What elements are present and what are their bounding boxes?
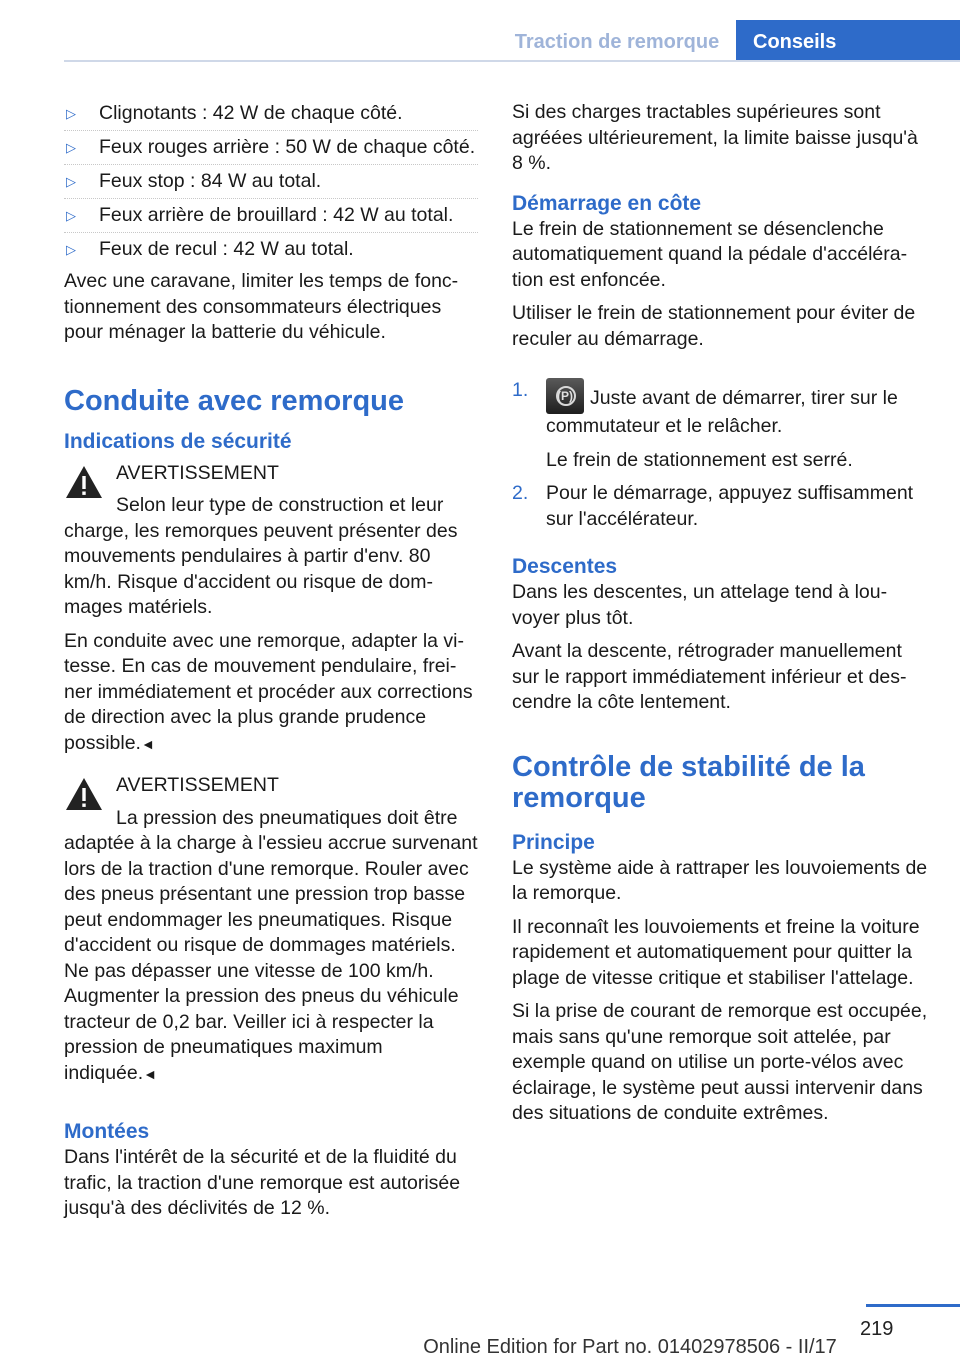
step-text: Pour le démarrage, appuyez suffisamment sur l'accélérateur. bbox=[546, 482, 914, 530]
section-title-stability: Contrôle de stabilité de la remorque bbox=[512, 750, 865, 814]
triangle-bullet-icon: ▷ bbox=[66, 208, 76, 223]
step-list bbox=[512, 372, 928, 532]
list-item bbox=[64, 232, 478, 266]
step-number: 2. bbox=[512, 482, 529, 504]
parking-brake-icon-label: (P) bbox=[557, 389, 573, 403]
right-column bbox=[512, 100, 928, 1135]
warning-text-body: Selon leur type de construction et leur charge, les remorques peuvent présenter des mouvements pendulaires à partir d'env. 80 km/h. Risque d'accident ou risque de dommages matériels. bbox=[64, 494, 458, 618]
subsection-title-principe: Principe bbox=[512, 830, 595, 854]
step-text: Juste avant de démarrer, tirer sur le commutateur et le relâcher. bbox=[546, 387, 898, 437]
warning-text bbox=[64, 806, 478, 1088]
end-mark-icon: ◄ bbox=[143, 1065, 158, 1082]
subsection-title-safety: Indications de sécurité bbox=[64, 429, 292, 453]
list-item-text: Feux stop : 84 W au total. bbox=[99, 170, 322, 192]
header-rule bbox=[64, 60, 960, 62]
warning-label: AVERTISSEMENT bbox=[116, 461, 279, 484]
triangle-bullet-icon: ▷ bbox=[66, 140, 76, 155]
triangle-bullet-icon: ▷ bbox=[66, 174, 76, 189]
descentes-paragraph-2: Avant la descente, rétrograder manuellement sur le rapport immédiatement inférieur et descendre la côte lentement. bbox=[512, 640, 907, 713]
header-section-tab[interactable]: Traction de remorque bbox=[514, 31, 720, 53]
list-item-text: Feux de recul : 42 W au total. bbox=[99, 238, 354, 260]
left-column bbox=[64, 100, 478, 1230]
list-item-text: Feux rouges arrière : 50 W de chaque côté. bbox=[99, 136, 476, 158]
list-item bbox=[64, 198, 478, 232]
warning-block bbox=[64, 773, 478, 1087]
section-title: Conduite avec remorque bbox=[64, 384, 405, 417]
principe-paragraph-2: Il reconnaît les louvoiements et freine la voiture rapidement et automatiquement pour quitter la plage de vitesse critique et stabiliser l'attelage. bbox=[512, 915, 920, 989]
warning-action bbox=[64, 629, 478, 758]
list-item bbox=[64, 130, 478, 164]
montees-paragraph: Dans l'intérêt de la sécurité et de la fluidité du trafic, la traction d'une remorque est autorisée jusqu'à des déclivités de 12 %. bbox=[64, 1146, 461, 1219]
list-item-text: Clignotants : 42 W de chaque côté. bbox=[99, 102, 403, 124]
warning-triangle-icon bbox=[64, 464, 104, 500]
warning-label: AVERTISSEMENT bbox=[116, 774, 279, 796]
header-chapter-tab[interactable]: Conseils bbox=[736, 20, 960, 62]
intro-paragraph: Avec une caravane, limiter les temps de fonctionnement des consommateurs électriques pour ménager la batterie du véhicule. bbox=[64, 270, 459, 343]
warning-text-body: La pression des pneumatiques doit être adaptée à la charge à l'essieu accrue survenant lors de la traction d'une remorque. Rouler avec des pneus présentant une pression trop basse peut endommager les pneumatiques. Risque d'accident ou risque de dommages matériels. Ne pas dépasser une vitesse de 100 km/h. Augmenter la pression des pneus du véhicule tracteur de 0,2 bar. Veiller ici à respecter la pression de pneumatiques maximum indiquée. bbox=[64, 806, 478, 1084]
tow-limit-paragraph: Si des charges tractables supérieures sont agréées ultérieurement, la limite baisse jusqu'à 8 %. bbox=[512, 101, 918, 174]
descentes-paragraph-1: Dans les descentes, un attelage tend à louvoyer plus tôt. bbox=[512, 581, 888, 629]
edition-line: Online Edition for Part no. 01402978506 - II/17 bbox=[423, 1336, 837, 1358]
end-mark-icon: ◄ bbox=[140, 735, 155, 752]
list-item bbox=[64, 164, 478, 198]
triangle-bullet-icon: ▷ bbox=[66, 106, 76, 121]
warning-action-text: En conduite avec une remorque, adapter la vitesse. En cas de mouvement pendulaire, freiner immédiatement et procéder aux corrections de direction avec la plus grande prudence possible. bbox=[64, 629, 473, 754]
subsection-title-demarrage: Démarrage en côte bbox=[512, 191, 702, 215]
subsection-title-descentes: Descentes bbox=[512, 555, 618, 578]
parking-brake-icon bbox=[546, 378, 584, 414]
subsection-title-montees: Montées bbox=[64, 1120, 150, 1143]
bullet-list bbox=[64, 97, 478, 266]
list-item bbox=[64, 97, 478, 130]
step-number: 1. bbox=[512, 379, 529, 401]
page-number: 219 bbox=[860, 1318, 894, 1340]
principe-paragraph-1: Le système aide à rattraper les louvoiements de la remorque. bbox=[512, 856, 928, 904]
step-item bbox=[512, 481, 928, 532]
step-item bbox=[512, 372, 928, 473]
list-item-text: Feux arrière de brouillard : 42 W au total. bbox=[99, 204, 454, 226]
step-result: Le frein de stationnement est serré. bbox=[546, 448, 853, 471]
principe-paragraph-3: Si la prise de courant de remorque est occupée, mais sans qu'une remorque soit attelée, par exemple quand on utilise un porte-vélos avec éclairage, le système peut aussi intervenir dans des situations de conduite extrêmes. bbox=[512, 1000, 928, 1124]
demarrage-paragraph-2: Utiliser le frein de stationnement pour éviter de reculer au démarrage. bbox=[512, 302, 916, 350]
demarrage-paragraph-1: Le frein de stationnement se désenclenche automatiquement quand la pédale d'accélération est enfoncée. bbox=[512, 217, 908, 291]
warning-triangle-icon bbox=[64, 776, 104, 812]
triangle-bullet-icon: ▷ bbox=[66, 242, 76, 257]
warning-text bbox=[64, 493, 478, 621]
footer-rule bbox=[866, 1304, 960, 1307]
page-header bbox=[0, 20, 960, 62]
warning-block bbox=[64, 461, 478, 621]
